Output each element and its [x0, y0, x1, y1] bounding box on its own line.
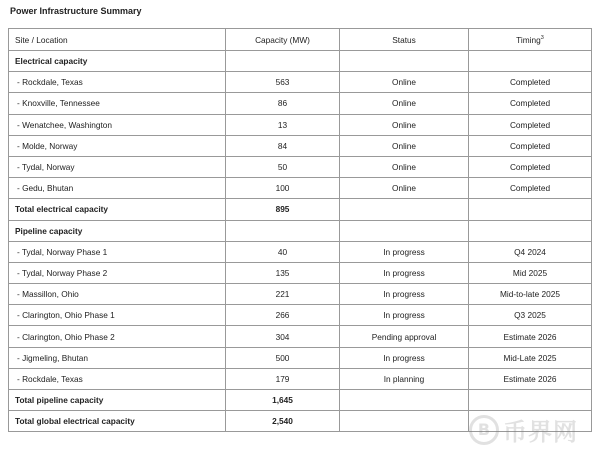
- cell-site: - Knoxville, Tennessee: [9, 93, 226, 114]
- table-row-pipeline: [9, 241, 592, 262]
- table-row-pipeline: [9, 262, 592, 283]
- header-row: [9, 29, 592, 51]
- section-row-pipeline: [9, 220, 592, 241]
- total-label-electrical: Total electrical capacity: [9, 199, 226, 220]
- cell-timing: Completed: [469, 178, 592, 199]
- cell-capacity: 563: [226, 72, 340, 93]
- cell-site: - Gedu, Bhutan: [9, 178, 226, 199]
- total-row-global: [9, 411, 592, 432]
- cell-capacity: 100: [226, 178, 340, 199]
- cell-capacity: 86: [226, 93, 340, 114]
- cell-status: Online: [340, 72, 469, 93]
- cell-timing: Completed: [469, 72, 592, 93]
- cell-site: - Wenatchee, Washington: [9, 114, 226, 135]
- cell-capacity: 13: [226, 114, 340, 135]
- cell-capacity: 135: [226, 262, 340, 283]
- cell-status: In planning: [340, 368, 469, 389]
- total-value-pipeline: 1,645: [226, 390, 340, 411]
- cell-site: - Jigmeling, Bhutan: [9, 347, 226, 368]
- cell-site: - Tydal, Norway: [9, 156, 226, 177]
- table-row-electrical: [9, 178, 592, 199]
- cell-status: In progress: [340, 347, 469, 368]
- watermark-logo-icon: B: [469, 415, 499, 445]
- cell-status: Pending approval: [340, 326, 469, 347]
- table-row-pipeline: [9, 305, 592, 326]
- cell-capacity: 500: [226, 347, 340, 368]
- watermark-text: 币界网: [503, 418, 578, 446]
- cell-capacity: 266: [226, 305, 340, 326]
- cell-capacity: 50: [226, 156, 340, 177]
- cell-capacity: 179: [226, 368, 340, 389]
- cell-site: - Rockdale, Texas: [9, 72, 226, 93]
- table-row-pipeline: [9, 347, 592, 368]
- empty-cell: [469, 51, 592, 72]
- total-row-electrical: [9, 199, 592, 220]
- table-row-electrical: [9, 93, 592, 114]
- cell-status: Online: [340, 156, 469, 177]
- cell-capacity: 221: [226, 284, 340, 305]
- power-summary-table: [8, 28, 592, 432]
- cell-site: - Tydal, Norway Phase 1: [9, 241, 226, 262]
- cell-timing: Q3 2025: [469, 305, 592, 326]
- cell-status: Online: [340, 93, 469, 114]
- cell-status: In progress: [340, 262, 469, 283]
- cell-site: - Massillon, Ohio: [9, 284, 226, 305]
- cell-site: - Molde, Norway: [9, 135, 226, 156]
- cell-timing: Mid 2025: [469, 262, 592, 283]
- total-label-pipeline: Total pipeline capacity: [9, 390, 226, 411]
- empty-cell: [340, 220, 469, 241]
- table-row-pipeline: [9, 284, 592, 305]
- cell-timing: Completed: [469, 114, 592, 135]
- cell-timing: Estimate 2026: [469, 368, 592, 389]
- cell-site: - Clarington, Ohio Phase 2: [9, 326, 226, 347]
- cell-status: Online: [340, 114, 469, 135]
- cell-timing: Mid-to-late 2025: [469, 284, 592, 305]
- empty-cell: [469, 199, 592, 220]
- cell-site: - Rockdale, Texas: [9, 368, 226, 389]
- table-row-electrical: [9, 114, 592, 135]
- empty-cell: [469, 390, 592, 411]
- table-row-pipeline: [9, 368, 592, 389]
- header-capacity: Capacity (MW): [226, 29, 340, 51]
- cell-timing: Completed: [469, 93, 592, 114]
- section-row-electrical: [9, 51, 592, 72]
- empty-cell: [469, 220, 592, 241]
- table-row-electrical: [9, 72, 592, 93]
- table-row-pipeline: [9, 326, 592, 347]
- empty-cell: [226, 51, 340, 72]
- header-status: Status: [340, 29, 469, 51]
- cell-status: In progress: [340, 284, 469, 305]
- cell-timing: Q4 2024: [469, 241, 592, 262]
- page-title: Power Infrastructure Summary: [10, 6, 142, 16]
- cell-timing: Completed: [469, 156, 592, 177]
- cell-timing: Mid-Late 2025: [469, 347, 592, 368]
- empty-cell: [469, 411, 592, 432]
- cell-site: - Clarington, Ohio Phase 1: [9, 305, 226, 326]
- header-timing-label: Timing: [516, 34, 541, 45]
- empty-cell: [340, 51, 469, 72]
- total-value-global: 2,540: [226, 411, 340, 432]
- table-row-electrical: [9, 135, 592, 156]
- empty-cell: [340, 411, 469, 432]
- cell-timing: Estimate 2026: [469, 326, 592, 347]
- header-timing: [469, 29, 592, 51]
- cell-status: Online: [340, 135, 469, 156]
- cell-capacity: 304: [226, 326, 340, 347]
- total-value-electrical: 895: [226, 199, 340, 220]
- empty-cell: [340, 390, 469, 411]
- table-row-electrical: [9, 156, 592, 177]
- cell-timing: Completed: [469, 135, 592, 156]
- empty-cell: [340, 199, 469, 220]
- cell-site: - Tydal, Norway Phase 2: [9, 262, 226, 283]
- empty-cell: [226, 220, 340, 241]
- section-label-pipeline: Pipeline capacity: [9, 220, 226, 241]
- timing-footnote-mark: 3: [540, 34, 544, 41]
- cell-status: In progress: [340, 305, 469, 326]
- total-row-pipeline: [9, 390, 592, 411]
- header-site: Site / Location: [9, 29, 226, 51]
- cell-status: Online: [340, 178, 469, 199]
- cell-status: In progress: [340, 241, 469, 262]
- total-label-global: Total global electrical capacity: [9, 411, 226, 432]
- section-label-electrical: Electrical capacity: [9, 51, 226, 72]
- cell-capacity: 40: [226, 241, 340, 262]
- cell-capacity: 84: [226, 135, 340, 156]
